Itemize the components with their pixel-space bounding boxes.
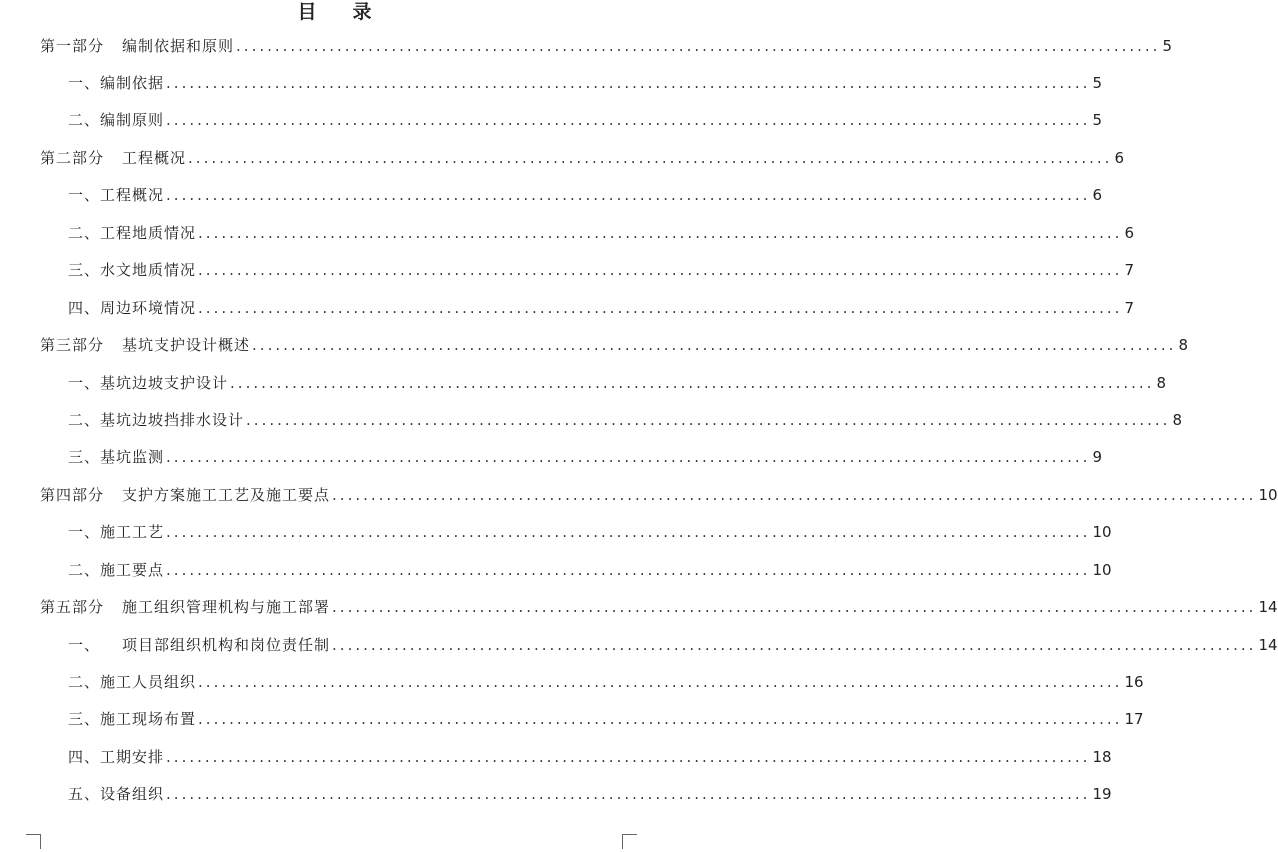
toc-entry-number: 四、	[68, 299, 101, 317]
toc-page-number: 16	[1124, 673, 1144, 691]
toc-entry-text: 工程概况	[122, 149, 187, 167]
toc-entry-number: 一、	[68, 74, 101, 92]
toc-entry-number: 一、	[68, 523, 101, 541]
toc-subsection-entry[interactable]	[68, 439, 1102, 467]
toc-page-number: 10	[1092, 561, 1112, 579]
toc-title	[0, 0, 671, 24]
toc-entry-number: 第一部分	[40, 37, 105, 55]
toc-entry-text: 周边环境情况	[100, 299, 197, 317]
toc-dot-leader: .......................................................................................................................	[166, 785, 1091, 803]
toc-entry-number: 三、	[68, 261, 101, 279]
toc-page-number: 7	[1124, 299, 1134, 317]
toc-dot-leader: .......................................................................................................................	[166, 748, 1091, 766]
toc-page-number: 10	[1258, 486, 1278, 504]
toc-page-number: 5	[1092, 111, 1102, 129]
toc-entry-number: 第三部分	[40, 336, 105, 354]
toc-dot-leader: .......................................................................................................................	[188, 149, 1113, 167]
toc-dot-leader: .......................................................................................................................	[332, 486, 1257, 504]
toc-subsection-entry[interactable]	[68, 290, 1134, 318]
toc-entry-text: 工程概况	[100, 186, 165, 204]
toc-entry-text: 支护方案施工工艺及施工要点	[122, 486, 331, 504]
toc-page-number: 10	[1092, 523, 1112, 541]
toc-page-number: 9	[1092, 448, 1102, 466]
toc-entry-label	[68, 709, 196, 729]
toc-entry-text: 施工组织管理机构与施工部署	[122, 598, 331, 616]
toc-entry-text: 基坑监测	[100, 448, 165, 466]
toc-dot-leader: .......................................................................................................................	[332, 636, 1257, 654]
toc-subsection-entry[interactable]	[68, 252, 1134, 280]
toc-entry-number: 二、	[68, 561, 101, 579]
toc-dot-leader: .......................................................................................................................	[230, 374, 1155, 392]
toc-entry-text: 施工现场布置	[100, 710, 197, 728]
toc-entry-number: 第四部分	[40, 486, 105, 504]
toc-entry-text: 基坑边坡挡排水设计	[100, 411, 245, 429]
toc-subsection-entry[interactable]	[68, 664, 1144, 692]
toc-subsection-entry[interactable]	[68, 402, 1182, 430]
toc-dot-leader: .......................................................................................................................	[236, 37, 1161, 55]
toc-dot-leader: .......................................................................................................................	[246, 411, 1171, 429]
toc-page-number: 7	[1124, 261, 1134, 279]
toc-subsection-entry[interactable]	[68, 177, 1102, 205]
toc-entry-number: 二、	[68, 224, 101, 242]
toc-entry-label	[68, 672, 196, 692]
toc-entry-text: 工程地质情况	[100, 224, 197, 242]
toc-subsection-entry[interactable]	[68, 514, 1112, 542]
page-corner-mark-left	[26, 834, 41, 849]
toc-subsection-entry[interactable]	[68, 627, 1278, 655]
toc-entry-label	[68, 110, 164, 130]
toc-page-number: 5	[1162, 37, 1172, 55]
toc-page-number: 14	[1258, 636, 1278, 654]
toc-page-number: 14	[1258, 598, 1278, 616]
toc-entry-label	[68, 185, 164, 205]
toc-entry-text: 编制原则	[100, 111, 165, 129]
toc-page-number: 6	[1124, 224, 1134, 242]
toc-entry-text: 基坑支护设计概述	[122, 336, 251, 354]
toc-entry-label	[68, 260, 196, 280]
toc-dot-leader: .......................................................................................................................	[166, 74, 1091, 92]
toc-entry-text: 水文地质情况	[100, 261, 197, 279]
toc-entry-number: 一、	[68, 636, 101, 654]
toc-entry-label	[68, 747, 164, 767]
toc-page-number: 18	[1092, 748, 1112, 766]
toc-entry-text: 施工要点	[100, 561, 165, 579]
toc-entry-label	[68, 784, 164, 804]
toc-subsection-entry[interactable]	[68, 776, 1112, 804]
toc-page-number: 8	[1178, 336, 1188, 354]
toc-section-entry[interactable]	[40, 140, 1124, 168]
toc-dot-leader: .......................................................................................................................	[198, 299, 1123, 317]
toc-entry-number: 四、	[68, 748, 101, 766]
toc-entry-label	[40, 597, 330, 617]
page-corner-mark-right	[622, 834, 637, 849]
toc-subsection-entry[interactable]	[68, 65, 1102, 93]
toc-entry-text: 设备组织	[100, 785, 165, 803]
toc-dot-leader: .......................................................................................................................	[198, 224, 1123, 242]
toc-entry-text: 基坑边坡支护设计	[100, 374, 229, 392]
toc-entry-text: 编制依据和原则	[122, 37, 235, 55]
toc-entry-number: 二、	[68, 411, 101, 429]
toc-dot-leader: .......................................................................................................................	[198, 673, 1123, 691]
toc-entry-number: 三、	[68, 448, 101, 466]
toc-dot-leader: .......................................................................................................................	[332, 598, 1257, 616]
toc-entry-label	[40, 36, 234, 56]
toc-entry-text: 工期安排	[100, 748, 165, 766]
toc-entry-label	[68, 73, 164, 93]
toc-page-number: 6	[1092, 186, 1102, 204]
toc-entry-label	[68, 223, 196, 243]
toc-dot-leader: .......................................................................................................................	[252, 336, 1177, 354]
toc-entry-text: 编制依据	[100, 74, 165, 92]
toc-entry-label	[68, 560, 164, 580]
toc-entry-label	[68, 410, 244, 430]
toc-entry-text: 施工工艺	[100, 523, 165, 541]
toc-entry-label	[40, 485, 330, 505]
toc-entry-number: 二、	[68, 673, 101, 691]
toc-entry-number: 五、	[68, 785, 101, 803]
toc-entry-label	[40, 148, 186, 168]
toc-dot-leader: .......................................................................................................................	[166, 448, 1091, 466]
toc-title-right: 录	[352, 1, 374, 23]
toc-entry-number: 二、	[68, 111, 101, 129]
toc-page-number: 8	[1172, 411, 1182, 429]
toc-dot-leader: .......................................................................................................................	[166, 186, 1091, 204]
toc-subsection-entry[interactable]	[68, 102, 1102, 130]
toc-page-number: 5	[1092, 74, 1102, 92]
toc-entry-label	[68, 522, 164, 542]
toc-section-entry[interactable]	[40, 327, 1188, 355]
toc-title-left: 目	[297, 1, 319, 23]
toc-entry-text: 项目部组织机构和岗位责任制	[122, 636, 331, 654]
toc-subsection-entry[interactable]	[68, 739, 1112, 767]
toc-section-entry[interactable]	[40, 28, 1172, 56]
toc-page-number: 8	[1156, 374, 1166, 392]
toc-entry-label	[40, 335, 250, 355]
toc-entry-number: 三、	[68, 710, 101, 728]
toc-entry-number: 一、	[68, 186, 101, 204]
toc-entry-label	[68, 298, 196, 318]
toc-subsection-entry[interactable]	[68, 365, 1166, 393]
toc-section-entry[interactable]	[40, 589, 1278, 617]
toc-dot-leader: .......................................................................................................................	[166, 523, 1091, 541]
toc-entry-label	[68, 447, 164, 467]
toc-entry-label	[68, 373, 228, 393]
toc-page-number: 17	[1124, 710, 1144, 728]
toc-entry-number: 一、	[68, 374, 101, 392]
toc-entry-label	[68, 635, 330, 655]
toc-dot-leader: .......................................................................................................................	[198, 261, 1123, 279]
toc-subsection-entry[interactable]	[68, 701, 1144, 729]
toc-dot-leader: .......................................................................................................................	[166, 561, 1091, 579]
toc-dot-leader: .......................................................................................................................	[198, 710, 1123, 728]
toc-entry-number: 第二部分	[40, 149, 105, 167]
toc-entry-number: 第五部分	[40, 598, 105, 616]
toc-page-number: 19	[1092, 785, 1112, 803]
toc-subsection-entry[interactable]	[68, 215, 1134, 243]
toc-page-number: 6	[1114, 149, 1124, 167]
toc-subsection-entry[interactable]	[68, 552, 1112, 580]
toc-section-entry[interactable]	[40, 477, 1278, 505]
toc-entry-text: 施工人员组织	[100, 673, 197, 691]
toc-dot-leader: .......................................................................................................................	[166, 111, 1091, 129]
